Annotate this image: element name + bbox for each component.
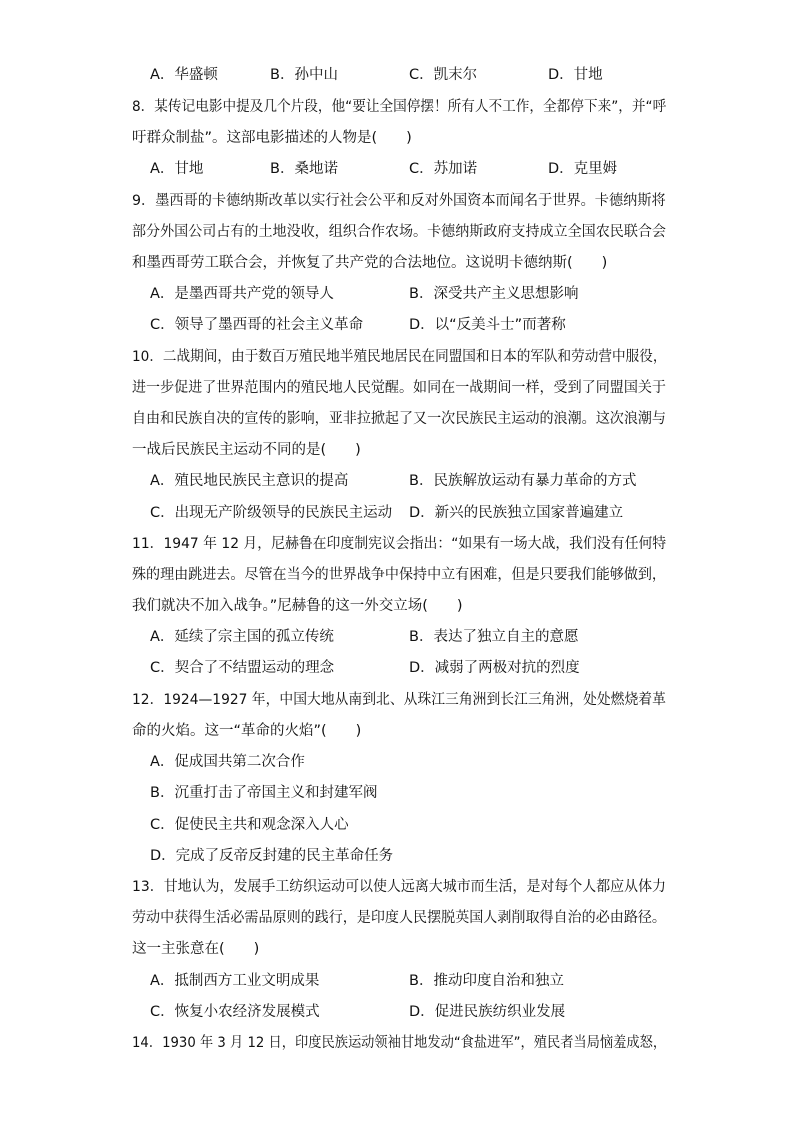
q12-option-d[interactable]: D．完成了反帝反封建的民主革命任务 <box>150 848 394 864</box>
q14-stem-line: 14．1930 年 3 月 12 日，印度民族运动领袖甘地发动“食盐进军”，殖民者当局恼羞成怒， <box>132 1035 667 1051</box>
q13-option-d[interactable]: D．促进民族纺织业发展 <box>409 1004 566 1020</box>
q11-stem-line: 11．1947 年 12 月，尼赫鲁在印度制宪议会指出：“如果有一场大战，我们没有任何特 <box>132 536 667 552</box>
q12-option-c[interactable]: C．促使民主共和观念深入人心 <box>150 817 349 833</box>
q10-stem-line: 10．二战期间，由于数百万殖民地半殖民地居民在同盟国和日本的军队和劳动营中服役， <box>132 349 667 365</box>
q9-option-c[interactable]: C．领导了墨西哥的社会主义革命 <box>150 317 364 333</box>
q7-option-d[interactable]: D．甘地 <box>548 67 603 83</box>
q9-stem-line: 9．墨西哥的卡德纳斯改革以实行社会公平和反对外国资本而闻名于世界。卡德纳斯将 <box>132 193 666 209</box>
q8-option-b[interactable]: B．桑地诺 <box>270 161 338 177</box>
q12-option-a[interactable]: A．促成国共第二次合作 <box>150 754 305 770</box>
q11-option-b[interactable]: B．表达了独立自主的意愿 <box>409 629 579 645</box>
q10-option-a[interactable]: A．殖民地民族民主意识的提高 <box>150 473 349 489</box>
q10-option-c[interactable]: C．出现无产阶级领导的民族民主运动 <box>150 505 393 521</box>
q9-option-d[interactable]: D．以“反美斗士”而著称 <box>409 317 566 333</box>
q13-option-a[interactable]: A．抵制西方工业文明成果 <box>150 973 320 989</box>
q13-stem-line: 劳动中获得生活必需品原则的践行，是印度人民摆脱英国人剥削取得自治的必由路径。 <box>132 910 666 926</box>
q13-stem-line: 这一主张意在( ) <box>132 941 260 957</box>
q8-stem-line: 8．某传记电影中提及几个片段，他“要让全国停摆！所有人不工作，全都停下来”，并“呼 <box>132 99 667 115</box>
q13-stem-line: 13．甘地认为，发展手工纺织运动可以使人远离大城市而生活，是对每个人都应从体力 <box>132 879 666 895</box>
q9-option-b[interactable]: B．深受共产主义思想影响 <box>409 286 579 302</box>
q12-stem-line: 12．1924—1927 年，中国大地从南到北、从珠江三角洲到长江三角洲，处处燃烧着革 <box>132 692 666 708</box>
q7-option-b[interactable]: B．孙中山 <box>270 67 338 83</box>
q8-option-a[interactable]: A．甘地 <box>150 161 204 177</box>
q9-option-a[interactable]: A．是墨西哥共产党的领导人 <box>150 286 334 302</box>
q11-option-a[interactable]: A．延续了宗主国的孤立传统 <box>150 629 334 645</box>
q10-option-d[interactable]: D．新兴的民族独立国家普遍建立 <box>409 505 624 521</box>
q10-option-b[interactable]: B．民族解放运动有暴力革命的方式 <box>409 473 637 489</box>
q12-option-b[interactable]: B．沉重打击了帝国主义和封建军阀 <box>150 785 378 801</box>
q9-stem-line: 部分外国公司占有的土地没收，组织合作农场。卡德纳斯政府支持成立全国农民联合会 <box>132 224 666 240</box>
q11-stem-line: 殊的理由跳进去。尽管在当今的世界战争中保持中立有困难，但是只要我们能够做到， <box>132 567 666 583</box>
q11-option-c[interactable]: C．契合了不结盟运动的理念 <box>150 660 335 676</box>
q8-option-c[interactable]: C．苏加诺 <box>409 161 478 177</box>
q7-option-c[interactable]: C．凯末尔 <box>409 67 478 83</box>
q12-stem-line: 命的火焰。这一“革命的火焰”( ) <box>132 723 362 739</box>
q10-stem-line: 自由和民族自决的宣传的影响，亚非拉掀起了又一次民族民主运动的浪潮。这次浪潮与 <box>132 411 666 427</box>
q7-option-a[interactable]: A．华盛顿 <box>150 67 218 83</box>
q11-option-d[interactable]: D．减弱了两极对抗的烈度 <box>409 660 580 676</box>
q11-stem-line: 我们就决不加入战争。”尼赫鲁的这一外交立场( ) <box>132 598 463 614</box>
q10-stem-line: 进一步促进了世界范围内的殖民地人民觉醒。如同在一战期间一样，受到了同盟国关于 <box>132 380 666 396</box>
q9-stem-line: 和墨西哥劳工联合会，并恢复了共产党的合法地位。这说明卡德纳斯( ) <box>132 255 608 271</box>
q8-option-d[interactable]: D．克里姆 <box>548 161 618 177</box>
q8-stem-line: 吁群众制盐”。这部电影描述的人物是( ) <box>132 130 412 146</box>
q13-option-c[interactable]: C．恢复小农经济发展模式 <box>150 1004 320 1020</box>
q10-stem-line: 一战后民族民主运动不同的是( ) <box>132 442 361 458</box>
q13-option-b[interactable]: B．推动印度自治和独立 <box>409 973 564 989</box>
